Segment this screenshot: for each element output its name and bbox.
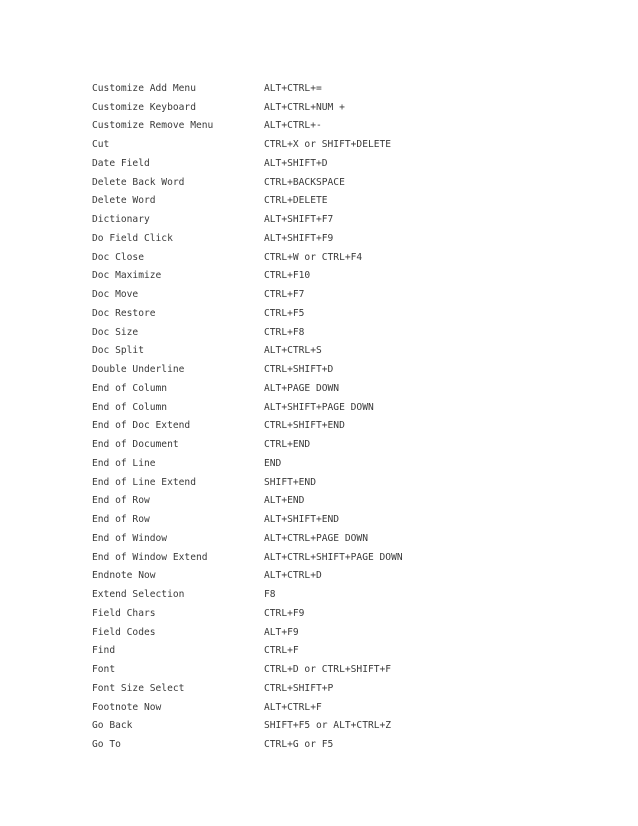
command-name: Delete Back Word [92,176,185,188]
command-name: Doc Size [92,326,139,338]
command-name: Extend Selection [92,589,185,601]
key-combination: ALT+CTRL+SHIFT+PAGE DOWN [264,551,403,563]
shortcut-row [92,529,532,548]
key-combination: CTRL+SHIFT+D [264,364,334,376]
shortcut-row [92,360,532,379]
shortcut-row [92,323,532,342]
key-combination: SHIFT+F5 or ALT+CTRL+Z [264,720,392,732]
key-combination: CTRL+F [264,645,299,657]
key-combination: ALT+SHIFT+END [264,514,340,526]
key-combination: CTRL+F7 [264,289,305,301]
command-name: Go To [92,739,121,751]
key-combination: ALT+CTRL+PAGE DOWN [264,532,368,544]
shortcut-row [92,135,532,154]
shortcut-row [92,435,532,454]
key-combination: CTRL+F9 [264,607,305,619]
command-name: Customize Add Menu [92,82,196,94]
command-name: Footnote Now [92,701,162,713]
shortcut-row [92,267,532,286]
shortcut-row [92,642,532,661]
command-name: Date Field [92,157,150,169]
command-name: End of Row [92,495,150,507]
key-combination: ALT+CTRL+F [264,701,322,713]
key-combination: CTRL+X or SHIFT+DELETE [264,139,392,151]
key-combination: ALT+SHIFT+D [264,157,328,169]
command-name: End of Column [92,401,168,413]
command-name: Field Codes [92,626,156,638]
key-combination: CTRL+DELETE [264,195,328,207]
key-combination: ALT+END [264,495,305,507]
command-name: End of Window Extend [92,551,208,563]
shortcut-row [92,679,532,698]
command-name: Font Size Select [92,682,185,694]
shortcut-row [92,585,532,604]
key-combination: CTRL+F5 [264,307,305,319]
shortcut-row [92,192,532,211]
shortcut-row [92,154,532,173]
key-combination: SHIFT+END [264,476,316,488]
shortcut-row [92,548,532,567]
shortcut-row [92,304,532,323]
command-name: End of Doc Extend [92,420,191,432]
command-name: Customize Remove Menu [92,120,214,132]
key-combination: ALT+CTRL+S [264,345,322,357]
key-combination: CTRL+BACKSPACE [264,176,345,188]
key-combination: ALT+CTRL+NUM + [264,101,345,113]
command-name: Field Chars [92,607,156,619]
shortcut-row [92,248,532,267]
key-combination: ALT+CTRL+- [264,120,322,132]
shortcut-row [92,735,532,754]
command-name: Find [92,645,116,657]
shortcut-row [92,285,532,304]
command-name: Cut [92,139,110,151]
shortcut-row [92,117,532,136]
command-name: End of Line [92,457,156,469]
command-name: End of Window [92,532,168,544]
shortcut-row [92,229,532,248]
shortcut-row [92,98,532,117]
command-name: Dictionary [92,214,150,226]
command-name: Double Underline [92,364,185,376]
shortcut-row [92,173,532,192]
shortcut-row [92,210,532,229]
command-name: Doc Split [92,345,144,357]
key-combination: F8 [264,589,276,601]
command-name: Go Back [92,720,133,732]
shortcut-row [92,79,532,98]
key-combination: ALT+CTRL+= [264,82,322,94]
command-name: Doc Move [92,289,139,301]
command-name: Delete Word [92,195,156,207]
key-combination: CTRL+END [264,439,311,451]
key-combination: ALT+PAGE DOWN [264,382,340,394]
shortcut-row [92,567,532,586]
key-combination: ALT+CTRL+D [264,570,322,582]
shortcut-row [92,342,532,361]
key-combination: CTRL+SHIFT+P [264,682,334,694]
command-name: End of Document [92,439,179,451]
command-name: End of Line Extend [92,476,196,488]
shortcut-table [92,79,532,754]
command-name: Font [92,664,116,676]
key-combination: END [264,457,282,469]
key-combination: ALT+SHIFT+F9 [264,232,334,244]
shortcut-row [92,379,532,398]
shortcut-row [92,473,532,492]
key-combination: CTRL+F8 [264,326,305,338]
command-name: Doc Restore [92,307,156,319]
shortcut-row [92,660,532,679]
shortcut-row [92,510,532,529]
shortcut-row [92,398,532,417]
key-combination: CTRL+F10 [264,270,311,282]
shortcut-row [92,492,532,511]
shortcut-row [92,417,532,436]
command-name: Doc Close [92,251,144,263]
command-name: Doc Maximize [92,270,162,282]
command-name: Customize Keyboard [92,101,196,113]
shortcut-row [92,698,532,717]
key-combination: ALT+SHIFT+PAGE DOWN [264,401,374,413]
key-combination: CTRL+D or CTRL+SHIFT+F [264,664,392,676]
key-combination: CTRL+W or CTRL+F4 [264,251,363,263]
shortcut-row [92,454,532,473]
key-combination: CTRL+SHIFT+END [264,420,345,432]
command-name: End of Column [92,382,168,394]
command-name: Endnote Now [92,570,156,582]
key-combination: CTRL+G or F5 [264,739,334,751]
shortcut-row [92,717,532,736]
key-combination: ALT+F9 [264,626,299,638]
key-combination: ALT+SHIFT+F7 [264,214,334,226]
shortcut-row [92,623,532,642]
command-name: End of Row [92,514,150,526]
command-name: Do Field Click [92,232,173,244]
shortcut-row [92,604,532,623]
